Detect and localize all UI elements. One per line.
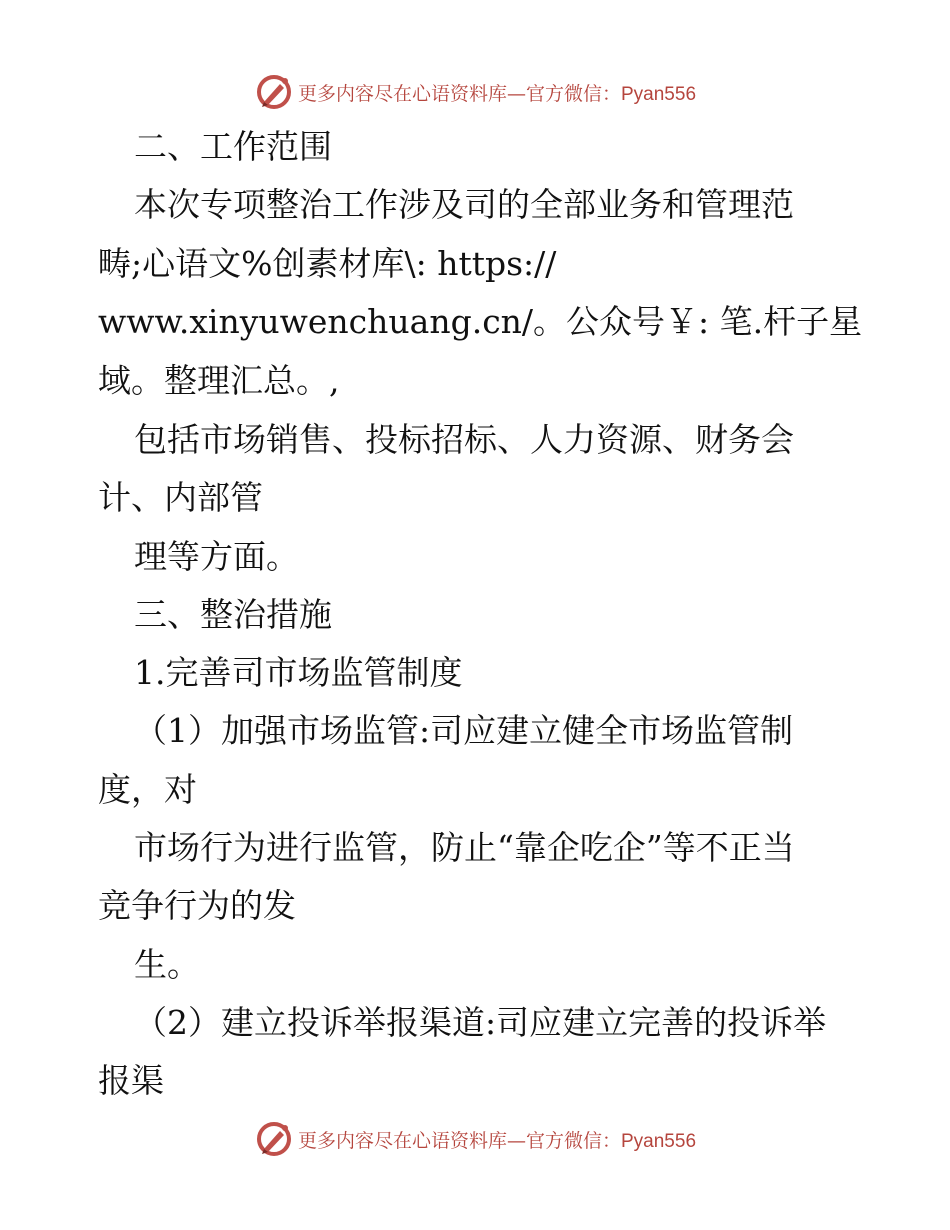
watermark-id: Pyan556 xyxy=(621,1130,697,1152)
text-line: （2）建立投诉举报渠道:司应建立完善的投诉举 xyxy=(134,1003,827,1042)
text-line: 畴;心语文%创素材库\: https:// xyxy=(98,244,557,283)
text-line: 报渠 xyxy=(98,1061,164,1100)
text-line: 域。整理汇总。, xyxy=(98,361,340,400)
text-line: 包括市场销售、投标招标、人力资源、财务会 xyxy=(134,420,794,459)
pen-logo-icon xyxy=(254,72,294,112)
text-line: 本次专项整治工作涉及司的全部业务和管理范 xyxy=(134,185,794,224)
text-line: 计、内部管 xyxy=(98,478,263,517)
text-line: 理等方面。 xyxy=(134,537,299,576)
text-line: 1.完善司市场监管制度 xyxy=(134,653,463,692)
text-line: 度，对 xyxy=(98,770,197,809)
watermark-text: 更多内容尽在心语资料库—官方微信： xyxy=(297,82,621,105)
watermark-text: 更多内容尽在心语资料库—官方微信： xyxy=(297,1129,621,1152)
text-line: 竞争行为的发 xyxy=(98,886,296,925)
header-watermark xyxy=(0,70,950,114)
text-line: 生。 xyxy=(134,945,200,984)
text-line: www.xinyuwenchuang.cn/。公众号￥: 笔.杆子星 xyxy=(98,302,863,341)
text-line: 市场行为进行监管，防止“靠企吃企”等不正当 xyxy=(134,828,795,867)
watermark-id: Pyan556 xyxy=(621,83,697,105)
text-line: （1）加强市场监管:司应建立健全市场监管制 xyxy=(134,711,794,750)
text-line: 三、整治措施 xyxy=(134,595,332,634)
footer-watermark xyxy=(0,1117,950,1161)
text-line: 二、工作范围 xyxy=(134,127,332,166)
pen-logo-icon xyxy=(254,1119,294,1159)
